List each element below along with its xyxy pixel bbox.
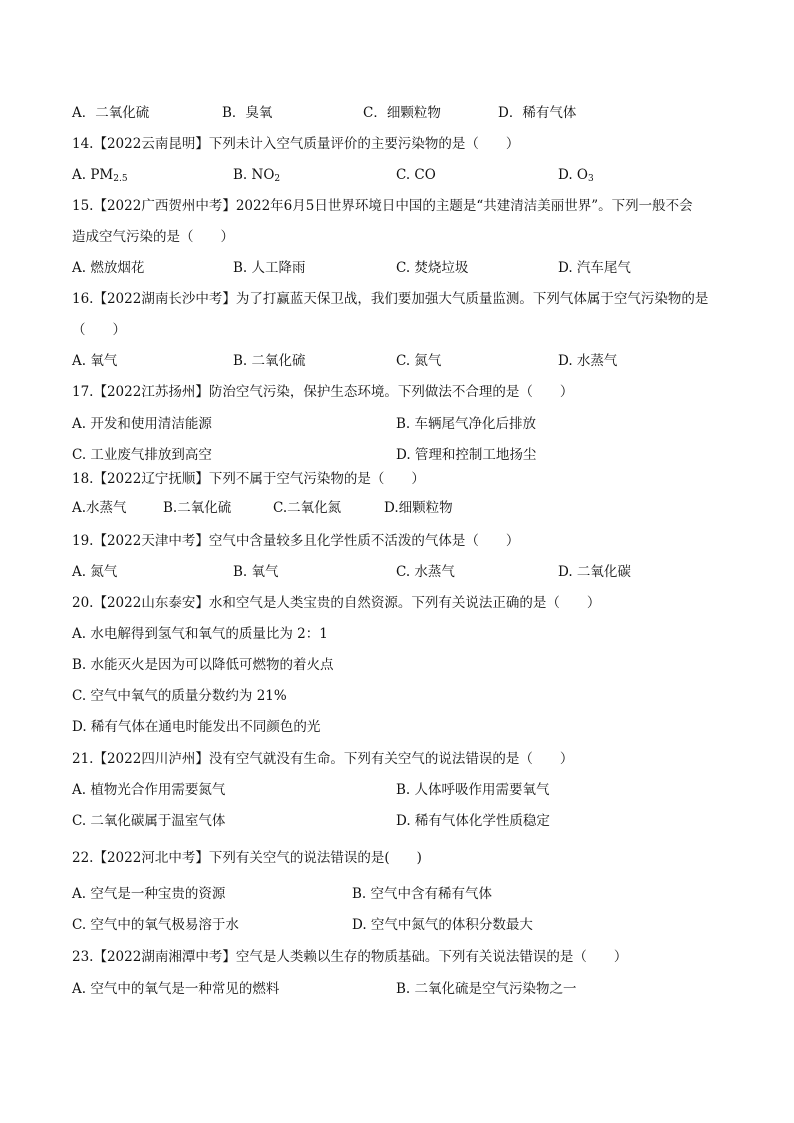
option-b: B．臭氧 xyxy=(222,105,273,121)
option-c: C. 空气中的氧气极易溶于水 xyxy=(72,917,239,933)
question-stem: 14.【2022云南昆明】下列未计入空气质量评价的主要污染物的是（ ） xyxy=(72,136,520,152)
option-d: D. 二氧化碳 xyxy=(558,564,631,580)
option-a: A．二氧化硫 xyxy=(72,105,150,121)
option-b: B. 人体呼吸作用需要氧气 xyxy=(396,782,550,798)
option-c: C. 氮气 xyxy=(396,353,442,369)
option-d: D．稀有气体 xyxy=(498,105,577,121)
option-c: C. 焚烧垃圾 xyxy=(396,260,469,276)
option-d: D. $O_3$ xyxy=(558,167,594,184)
option-a: A.水蒸气 xyxy=(72,500,127,516)
option-b: B. 空气中含有稀有气体 xyxy=(352,886,493,902)
option-c: C．细颗粒物 xyxy=(363,105,441,121)
question-stem: 17.【2022江苏扬州】防治空气污染，保护生态环境。下列做法不合理的是（ ） xyxy=(72,384,574,400)
option-b: B. 人工降雨 xyxy=(233,260,306,276)
option-c: C. 水蒸气 xyxy=(396,564,455,580)
option-c: C. 空气中氧气的质量分数约为 21% xyxy=(72,688,287,704)
option-b: B. 水能灭火是因为可以降低可燃物的着火点 xyxy=(72,657,334,673)
option-a: A. 开发和使用清洁能源 xyxy=(72,416,212,432)
option-a: A. 水电解得到氢气和氧气的质量比为 2：1 xyxy=(72,626,328,642)
option-b: B. 车辆尾气净化后排放 xyxy=(396,416,537,432)
option-a: A. 氮气 xyxy=(72,564,118,580)
option-b: B. 氧气 xyxy=(233,564,279,580)
option-d: D. 管理和控制工地扬尘 xyxy=(396,447,537,463)
option-a: A. 植物光合作用需要氮气 xyxy=(72,782,226,798)
question-stem: 19.【2022天津中考】空气中含量较多且化学性质不活泼的气体是（ ） xyxy=(72,533,520,549)
question-stem: 22.【2022河北中考】下列有关空气的说法错误的是( ) xyxy=(72,850,422,866)
question-stem: 23.【2022湖南湘潭中考】空气是人类赖以生存的物质基础。下列有关说法错误的是（ ） xyxy=(72,949,628,965)
question-stem-line-2: 造成空气污染的是（ ） xyxy=(72,229,234,245)
option-a: A. 空气中的氧气是一种常见的燃料 xyxy=(72,981,280,997)
option-a: A. 氧气 xyxy=(72,353,118,369)
option-a: A. 燃放烟花 xyxy=(72,260,145,276)
question-stem: 21.【2022四川泸州】没有空气就没有生命。下列有关空气的说法错误的是（ ） xyxy=(72,751,574,767)
option-c: C. CO xyxy=(396,167,436,183)
option-d: D.细颗粒物 xyxy=(384,500,453,516)
question-stem: 20.【2022山东泰安】水和空气是人类宝贵的自然资源。下列有关说法正确的是（ ） xyxy=(72,595,601,611)
option-a: A. $PM_{2.5}$ xyxy=(72,167,128,184)
option-d: D. 汽车尾气 xyxy=(558,260,631,276)
option-a: A. 空气是一种宝贵的资源 xyxy=(72,886,226,902)
option-d: D. 稀有气体化学性质稳定 xyxy=(396,813,550,829)
option-b: B.二氧化硫 xyxy=(163,500,232,516)
question-stem-line-1: 15.【2022广西贺州中考】2022年6月5日世界环境日中国的主题是“共建清洁美丽世界”。下列一般不会 xyxy=(72,198,693,214)
question-stem-line-2: （ ） xyxy=(72,322,126,338)
option-d: D. 稀有气体在通电时能发出不同颜色的光 xyxy=(72,719,321,735)
option-c: C. 二氧化碳属于温室气体 xyxy=(72,813,226,829)
question-stem-line-1: 16.【2022湖南长沙中考】为了打赢蓝天保卫战，我们要加强大气质量监测。下列气体属于空气污染物的是 xyxy=(72,291,709,307)
option-c: C.二氧化氮 xyxy=(273,500,342,516)
option-b: B. $NO_2$ xyxy=(233,167,281,184)
option-b: B. 二氧化硫是空气污染物之一 xyxy=(396,981,577,997)
option-d: D. 空气中氮气的体积分数最大 xyxy=(352,917,533,933)
option-b: B. 二氧化硫 xyxy=(233,353,306,369)
option-c: C. 工业废气排放到高空 xyxy=(72,447,212,463)
option-d: D. 水蒸气 xyxy=(558,353,618,369)
question-stem: 18.【2022辽宁抚顺】下列不属于空气污染物的是（ ） xyxy=(72,471,425,487)
